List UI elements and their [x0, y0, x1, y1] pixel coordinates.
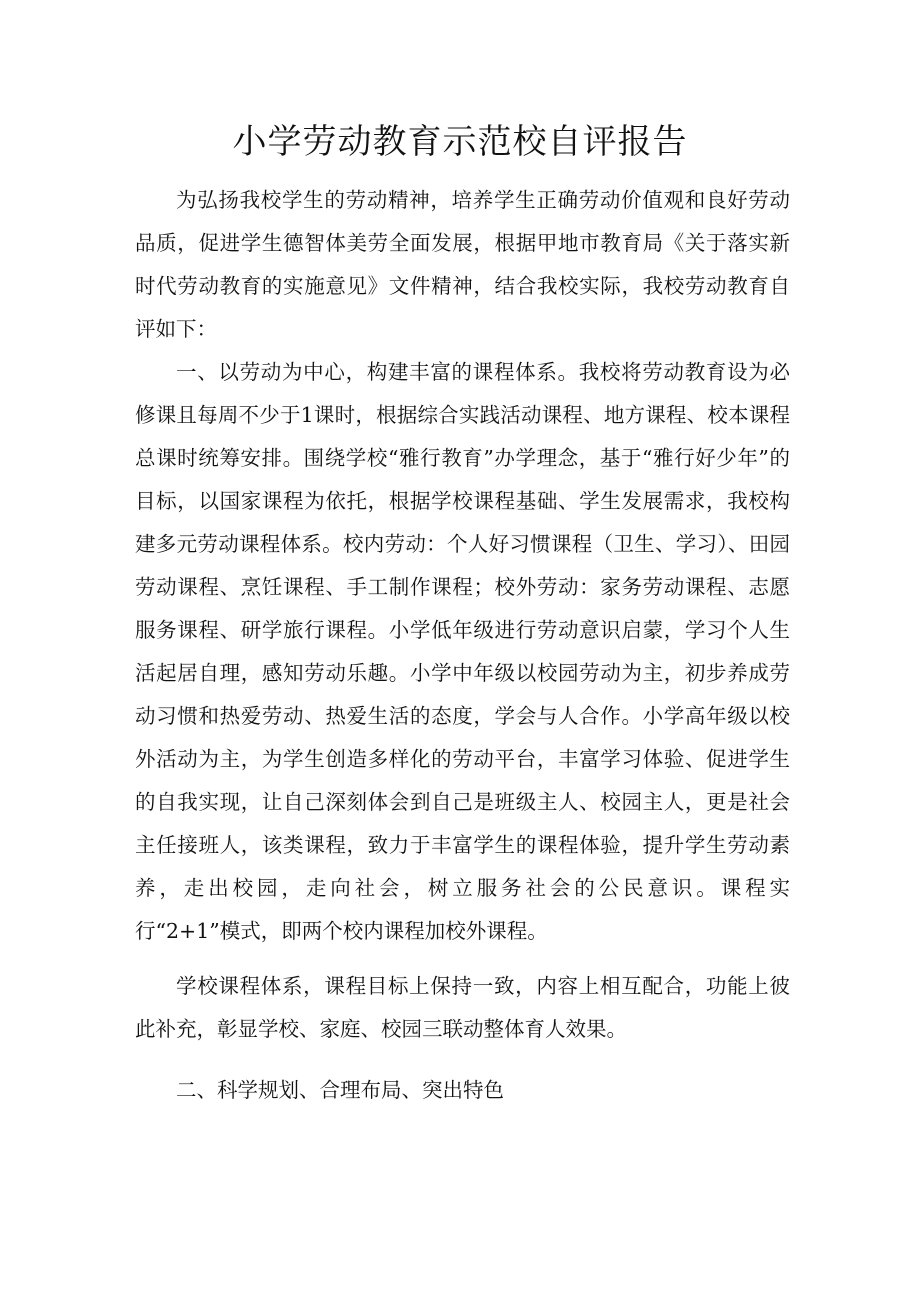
paragraph-section-one: 一、以劳动为中心，构建丰富的课程体系。我校将劳动教育设为必修课且每周不少于1课时，根据综合实践活动课程、地方课程、校本课程总课时统筹安排。围绕学校“雅行教育”办学理念，基于“雅行好少年”的目标，以国家课程为依托，根据学校课程基础、学生发展需求，我校构建多元劳动课程体系。校内劳动：个人好习惯课程（卫生、学习）、田园劳动课程、烹饪课程、手工制作课程；校外劳动：家务劳动课程、志愿服务课程、研学旅行课程。小学低年级进行劳动意识启蒙，学习个人生活起居自理，感知劳动乐趣。小学中年级以校园劳动为主，初步养成劳动习惯和热爱劳动、热爱生活的态度，学会与人合作。小学高年级以校外活动为主，为学生创造多样化的劳动平台，丰富学习体验、促进学生的自我实现，让自己深刻体会到自己是班级主人、校园主人，更是社会主任接班人，该类课程，致力于丰富学生的课程体验，提升学生劳动素养，走出校园，走向社会，树立服务社会的公民意识。课程实行“2+1”模式，即两个校内课程加校外课程。	[135, 360, 790, 943]
document-title: 小学劳动教育示范校自评报告	[232, 122, 688, 162]
heading-section-two: 二、科学规划、合理布局、突出特色	[176, 1078, 504, 1102]
document-body	[135, 179, 790, 1112]
paragraph-curriculum-system: 学校课程体系，课程目标上保持一致，内容上相互配合，功能上彼此补充，彰显学校、家庭、校园三联动整体育人效果。	[135, 974, 790, 1041]
paragraph-intro: 为弘扬我校学生的劳动精神，培养学生正确劳动价值观和良好劳动品质，促进学生德智体美劳全面发展，根据甲地市教育局《关于落实新时代劳动教育的实施意见》文件精神，结合我校实际，我校劳动教育自评如下：	[135, 188, 790, 341]
